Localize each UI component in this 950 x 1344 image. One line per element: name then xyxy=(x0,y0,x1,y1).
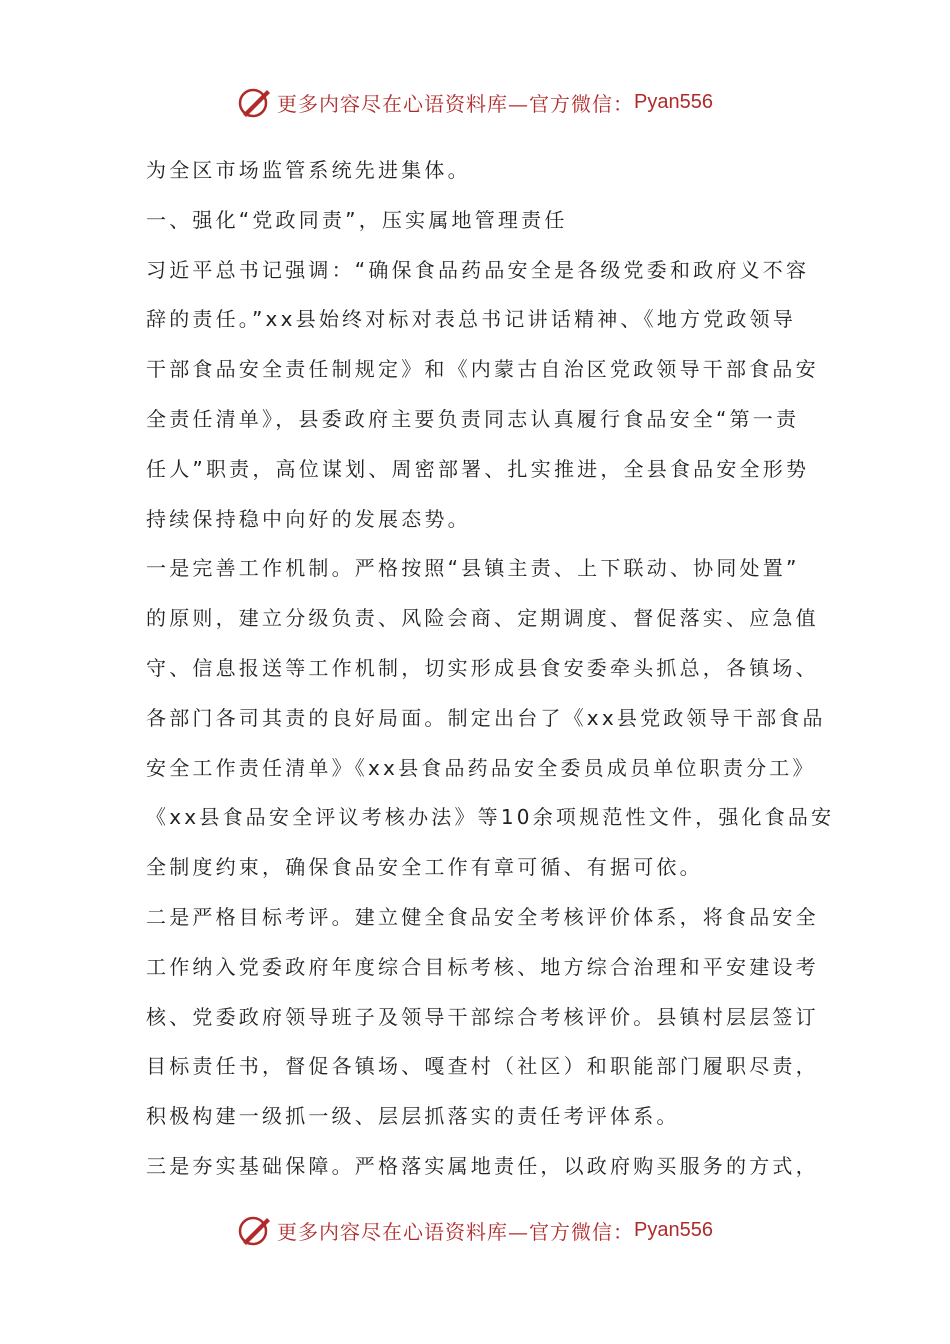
body-line: 习近平总书记强调：“确保食品药品安全是各级党委和政府义不容 xyxy=(146,257,810,282)
body-line: 干部食品安全责任制规定》和《内蒙古自治区党政领导干部食品安 xyxy=(146,357,819,382)
pen-logo-icon xyxy=(237,84,273,120)
footer-banner xyxy=(0,1210,950,1250)
body-line: 的原则，建立分级负责、风险会商、定期调度、督促落实、应急值 xyxy=(146,606,819,631)
body-line: 安全工作责任清单》《xx县食品药品安全委员成员单位职责分工》 xyxy=(146,755,816,780)
body-line: 一是完善工作机制。严格按照“县镇主责、上下联动、协同处置” xyxy=(146,556,800,581)
body-line: 目标责任书，督促各镇场、嘎查村（社区）和职能部门履职尽责， xyxy=(146,1054,819,1079)
body-line: 辞的责任。”xx县始终对标对表总书记讲话精神、《地方党政领导 xyxy=(146,307,797,332)
body-line: 二是严格目标考评。建立健全食品安全考核评价体系，将食品安全 xyxy=(146,904,819,929)
body-line: 各部门各司其责的良好局面。制定出台了《xx县党政领导干部食品 xyxy=(146,705,826,730)
body-line: 三是夯实基础保障。严格落实属地责任，以政府购买服务的方式， xyxy=(146,1153,819,1178)
document-body xyxy=(146,146,835,1192)
header-brand-text: 更多内容尽在心语资料库—官方微信： xyxy=(277,91,635,116)
body-line: 工作纳入党委政府年度综合目标考核、地方综合治理和平安建设考 xyxy=(146,954,819,979)
pen-logo-icon xyxy=(237,1212,273,1248)
body-line: 全责任清单》，县委政府主要负责同志认真履行食品安全“第一责 xyxy=(146,406,800,431)
body-line: 持续保持稳中向好的发展态势。 xyxy=(146,506,471,531)
body-line: 核、党委政府领导班子及领导干部综合考核评价。县镇村层层签订 xyxy=(146,1004,819,1029)
body-line: 全制度约束，确保食品安全工作有章可循、有据可依。 xyxy=(146,855,703,880)
section-heading: 一、强化“党政同责”，压实属地管理责任 xyxy=(146,207,568,232)
body-line: 《xx县食品安全评议考核办法》等10余项规范性文件，强化食品安 xyxy=(146,805,835,830)
footer-wechat-id: Pyan556 xyxy=(634,1218,713,1241)
body-line: 积极构建一级抓一级、层层抓落实的责任考评体系。 xyxy=(146,1104,680,1129)
header-wechat-id: Pyan556 xyxy=(634,90,713,113)
body-line: 任人”职责，高位谋划、周密部署、扎实推进，全县食品安全形势 xyxy=(146,456,810,481)
header-banner xyxy=(0,82,950,122)
body-line: 为全区市场监管系统先进集体。 xyxy=(146,158,471,182)
body-line: 守、信息报送等工作机制，切实形成县食安委牵头抓总，各镇场、 xyxy=(146,655,819,680)
footer-brand-text: 更多内容尽在心语资料库—官方微信： xyxy=(277,1219,635,1244)
